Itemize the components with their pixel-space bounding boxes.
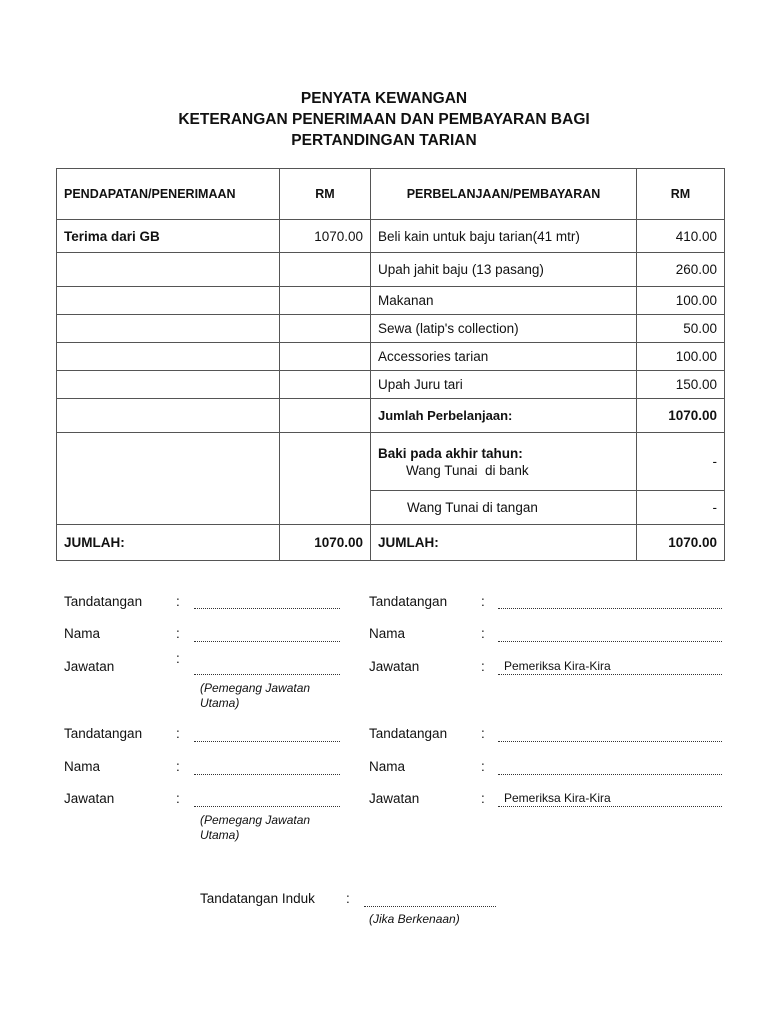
holder-note-line2: Utama) (200, 696, 240, 710)
balance-label: Baki pada akhir tahun: (378, 445, 523, 461)
colon: : (481, 726, 485, 741)
colon: : (176, 651, 180, 666)
cash-hand-amount: - (637, 491, 725, 525)
signature-field[interactable] (194, 608, 340, 609)
table-row (57, 287, 725, 315)
cash-hand-label: Wang Tunai di tangan (371, 491, 637, 525)
header-rm-expense: RM (637, 169, 725, 220)
header-rm-income: RM (280, 169, 371, 220)
signature-label: Tandatangan (64, 726, 143, 741)
expense-label: Accessories tarian (371, 343, 637, 371)
table-row (57, 315, 725, 343)
colon: : (176, 759, 180, 774)
table-row (57, 525, 725, 561)
expense-amount: 50.00 (637, 315, 725, 343)
auditor-position: Pemeriksa Kira-Kira (504, 659, 611, 673)
table-row (57, 433, 725, 491)
table-row (57, 343, 725, 371)
statement-title: PENYATA KEWANGAN (300, 90, 468, 107)
parent-note: (Jika Berkenaan) (369, 912, 460, 926)
position-field (498, 674, 722, 675)
name-label: Nama (369, 759, 406, 774)
total-left-amount: 1070.00 (280, 525, 371, 561)
total-right-label: JUMLAH: (371, 525, 637, 561)
name-label: Nama (64, 759, 101, 774)
position-label: Jawatan (64, 791, 115, 806)
colon: : (346, 891, 350, 906)
expense-amount: 150.00 (637, 371, 725, 399)
header-expense: PERBELANJAAN/PEMBAYARAN (371, 169, 637, 220)
holder-note (200, 681, 310, 711)
signature-field[interactable] (194, 741, 340, 742)
signature-field[interactable] (498, 608, 722, 609)
header-income: PENDAPATAN/PENERIMAAN (57, 169, 280, 220)
total-expense-label: Jumlah Perbelanjaan: (371, 399, 637, 433)
expense-amount: 100.00 (637, 343, 725, 371)
signature-label: Tandatangan (369, 726, 448, 741)
auditor-position: Pemeriksa Kira-Kira (504, 791, 611, 805)
cash-bank-label: Wang Tunai di bank (406, 462, 529, 478)
statement-subtitle-2: PERTANDINGAN TARIAN (291, 132, 477, 149)
expense-amount: 100.00 (637, 287, 725, 315)
position-label: Jawatan (369, 791, 420, 806)
name-field[interactable] (194, 641, 340, 642)
colon: : (176, 726, 180, 741)
position-label: Jawatan (369, 659, 420, 674)
table-row (57, 220, 725, 253)
position-label: Jawatan (64, 659, 115, 674)
colon: : (481, 626, 485, 641)
expense-amount: 410.00 (637, 220, 725, 253)
holder-note (200, 813, 310, 843)
income-label: Terima dari GB (57, 220, 280, 253)
table-header-row (57, 169, 725, 220)
expense-label: Sewa (latip's collection) (371, 315, 637, 343)
position-field[interactable] (194, 806, 340, 807)
name-label: Nama (369, 626, 406, 641)
cash-bank-amount: - (637, 433, 725, 491)
expense-label: Upah jahit baju (13 pasang) (371, 253, 637, 287)
holder-note-line1: (Pemegang Jawatan (200, 813, 311, 827)
colon: : (176, 791, 180, 806)
table-row (57, 253, 725, 287)
expense-label: Makanan (371, 287, 637, 315)
name-field[interactable] (498, 774, 722, 775)
name-field[interactable] (194, 774, 340, 775)
income-amount: 1070.00 (280, 220, 371, 253)
signature-label: Tandatangan (369, 594, 448, 609)
parent-signature-label: Tandatangan Induk (200, 891, 315, 906)
signature-field[interactable] (498, 741, 722, 742)
name-field[interactable] (498, 641, 722, 642)
colon: : (176, 594, 180, 609)
statement-subtitle: KETERANGAN PENERIMAAN DAN PEMBAYARAN BAGI (178, 111, 590, 128)
colon: : (481, 659, 485, 674)
total-left-label: JUMLAH: (57, 525, 280, 561)
signature-label: Tandatangan (64, 594, 143, 609)
position-field[interactable] (194, 674, 340, 675)
name-label: Nama (64, 626, 101, 641)
parent-signature-field[interactable] (364, 906, 496, 907)
holder-note-line2: Utama) (200, 828, 240, 842)
colon: : (481, 791, 485, 806)
expense-label: Beli kain untuk baju tarian(41 mtr) (371, 220, 637, 253)
holder-note-line1: (Pemegang Jawatan (200, 681, 311, 695)
table-row (57, 399, 725, 433)
table-row (57, 371, 725, 399)
total-right-amount: 1070.00 (637, 525, 725, 561)
financial-table (56, 168, 725, 561)
colon: : (481, 594, 485, 609)
position-field (498, 806, 722, 807)
expense-amount: 260.00 (637, 253, 725, 287)
total-expense-amount: 1070.00 (637, 399, 725, 433)
expense-label: Upah Juru tari (371, 371, 637, 399)
colon: : (481, 759, 485, 774)
colon: : (176, 626, 180, 641)
